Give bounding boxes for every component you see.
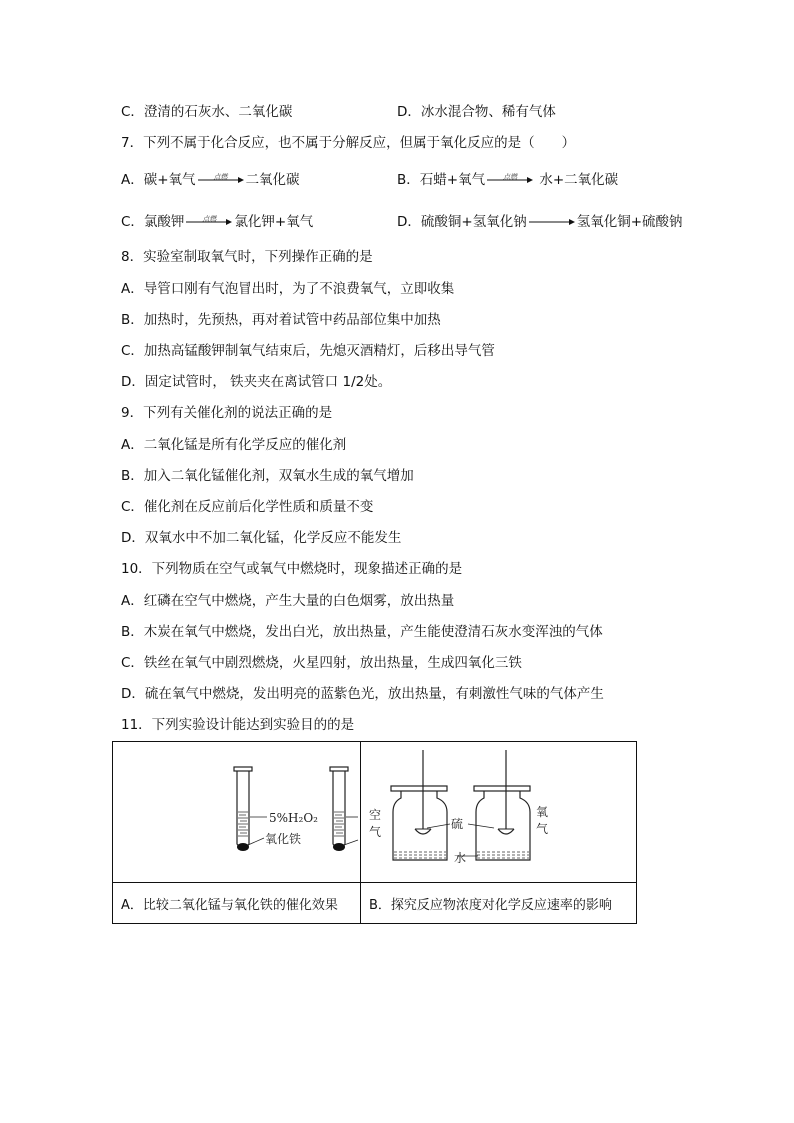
svg-text:空: 空 <box>369 808 382 822</box>
reaction-arrow: 点燃 <box>198 176 244 184</box>
q7-option-c: C．氯酸钾 点燃 氯化钾+氧气 <box>121 214 314 230</box>
q8-option-a: A．导管口刚有气泡冒出时，为了不浪费氧气，立即收集 <box>121 281 455 297</box>
caption-a: A．比较二氧化锰与氧化铁的催化效果 <box>113 883 361 924</box>
gas-bottle-air <box>391 750 447 860</box>
svg-text:气: 气 <box>369 825 382 839</box>
figure-a-cell <box>113 742 361 883</box>
q6-option-c: C．澄清的石灰水、二氧化碳 <box>121 104 293 120</box>
q9-stem: 9．下列有关催化剂的说法正确的是 <box>121 405 333 421</box>
q11-stem: 11．下列实验设计能达到实验目的的是 <box>121 717 355 733</box>
gas-bottle-oxygen <box>474 750 530 860</box>
q8-option-b: B．加热时，先预热，再对着试管中药品部位集中加热 <box>121 312 441 328</box>
reaction-arrow-plain <box>529 218 575 226</box>
svg-text:氧: 氧 <box>536 805 549 819</box>
caption-b: B．探究反应物浓度对化学反应速率的影响 <box>361 883 637 924</box>
q7-option-a: A．碳+氧气 点燃 二氧化碳 <box>121 172 300 188</box>
svg-text:水: 水 <box>454 851 467 865</box>
q9-option-c: C．催化剂在反应前后化学性质和质量不变 <box>121 499 374 515</box>
svg-text:硫: 硫 <box>451 817 464 831</box>
q9-option-a: A．二氧化锰是所有化学反应的催化剂 <box>121 437 347 453</box>
figure-b-gas-bottles <box>361 742 636 878</box>
reaction-arrow: 点燃 <box>487 176 533 184</box>
svg-text:气: 气 <box>536 822 549 836</box>
svg-text:氧化铁: 氧化铁 <box>265 832 302 846</box>
q7-option-b: B．石蜡+氧气 点燃 水+二氧化碳 <box>397 172 619 188</box>
q10-option-a: A．红磷在空气中燃烧，产生大量的白色烟雾，放出热量 <box>121 593 455 609</box>
q9-option-b: B．加入二氧化锰催化剂，双氧水生成的氧气增加 <box>121 468 414 484</box>
q7-option-d: D．硫酸铜+氢氧化钠 氢氧化铜+硫酸钠 <box>397 214 683 230</box>
figure-b-cell <box>361 742 637 883</box>
q6-option-d: D．冰水混合物、稀有气体 <box>397 104 556 120</box>
figure-a-test-tubes <box>113 742 360 878</box>
test-tube-2 <box>330 767 358 851</box>
reaction-arrow: 点燃 <box>186 218 232 226</box>
q8-stem: 8．实验室制取氧气时，下列操作正确的是 <box>121 249 373 265</box>
svg-text:5%H₂O₂: 5%H₂O₂ <box>269 811 318 825</box>
q10-option-d: D．硫在氧气中燃烧，发出明亮的蓝紫色光，放出热量，有刺激性气味的气体产生 <box>121 686 604 702</box>
q10-stem: 10．下列物质在空气或氧气中燃烧时，现象描述正确的是 <box>121 561 463 577</box>
q8-option-c: C．加热高锰酸钾制氧气结束后，先熄灭酒精灯，后移出导气管 <box>121 343 495 359</box>
q9-option-d: D．双氧水中不加二氧化锰，化学反应不能发生 <box>121 530 402 546</box>
q11-experiment-table <box>112 741 637 924</box>
q7-stem: 7．下列不属于化合反应，也不属于分解反应，但属于氧化反应的是（ ） <box>121 135 576 151</box>
q10-option-b: B．木炭在氧气中燃烧，发出白光，放出热量，产生能使澄清石灰水变浑浊的气体 <box>121 624 603 640</box>
q10-option-c: C．铁丝在氧气中剧烈燃烧，火星四射，放出热量，生成四氧化三铁 <box>121 655 522 671</box>
test-tube-1 <box>234 767 267 851</box>
q8-option-d: D．固定试管时， 铁夹夹在离试管口 1/2处。 <box>121 374 392 390</box>
